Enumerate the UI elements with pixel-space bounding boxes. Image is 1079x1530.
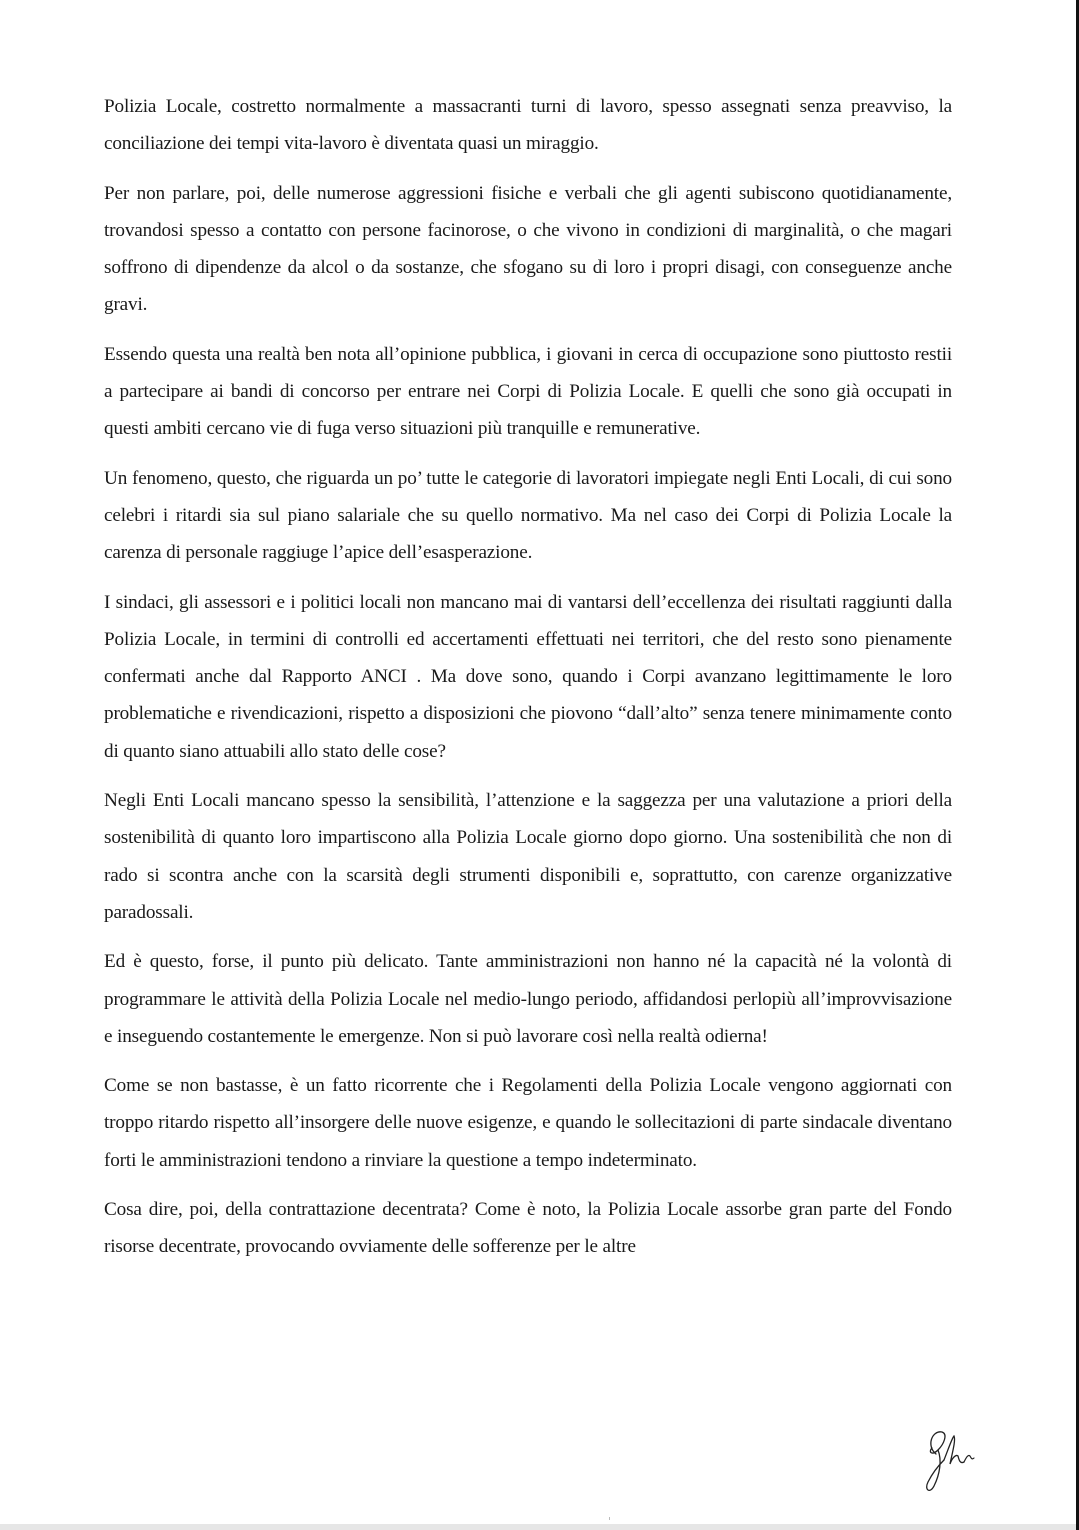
paragraph-3: Essendo questa una realtà ben nota all’opinione pubblica, i giovani in cerca di occupazione sono piuttosto restii a partecipare ai bandi di concorso per entrare nei Corpi di Polizia Locale. E quelli che sono già occupati in questi ambiti cercano vie di fuga verso situazioni più tranquille e remunerative. [104,343,952,440]
paragraph-1: Polizia Locale, costretto normalmente a massacranti turni di lavoro, spesso assegnati senza preavviso, la conciliazione dei tempi vita-lavoro è diventata quasi un miraggio. [104,96,952,155]
scan-artifact [609,1517,610,1520]
paragraph-2: Per non parlare, poi, delle numerose aggressioni fisiche e verbali che gli agenti subiscono quotidianamente, trovandosi spesso a contatto con persone facinorose, o che vivono in condizioni di marginalità, o che magari soffrono di dipendenze da alcol o da sostanze, che sfogano su di loro i propri disagi, con conseguenze anche gravi. [104,182,952,316]
paragraph-7: Ed è questo, forse, il punto più delicato. Tante amministrazioni non hanno né la capacità né la volontà di programmare le attività della Polizia Locale nel medio-lungo periodo, affidandosi perlopiù all’improvvisazione e inseguendo costantemente le emergenze. Non si può lavorare così nella realtà odierna! [104,951,952,1047]
paragraph-6: Negli Enti Locali mancano spesso la sensibilità, l’attenzione e la saggezza per una valutazione a priori della sostenibilità di quanto loro impartiscono alla Polizia Locale giorno dopo giorno. Una sostenibilità che non di rado si scontra anche con la scarsità degli strumenti disponibili e, soprattutto, con carenze organizzative paradossali. [104,790,952,923]
paragraph-9: Cosa dire, poi, della contrattazione decentrata? Come è noto, la Polizia Locale assorbe gran parte del Fondo risorse decentrate, provocando ovviamente delle sofferenze per le altre [104,1199,952,1258]
page-bottom-margin [0,1524,1076,1530]
paragraph-5: I sindaci, gli assessori e i politici locali non mancano mai di vantarsi dell’eccellenza dei risultati raggiunti dalla Polizia Locale, in termini di controlli ed accertamenti effettuati nei territori, che del resto sono pienamente confermati anche dal Rapporto ANCI . Ma dove sono, quando i Corpi avanzano legittimamente le loro problematiche e rivendicazioni, rispetto a disposizioni che piovono “dall’alto” senza tenere minimamente conto di quanto siano attuabili allo stato delle cose? [104,591,952,762]
paragraph-4: Un fenomeno, questo, che riguarda un po’ tutte le categorie di lavoratori impiegate negli Enti Locali, di cui sono celebri i ritardi sia sul piano salariale che su quello normativo. Ma nel caso dei Corpi di Polizia Locale la carenza di personale raggiuge l’apice dell’esasperazione. [104,467,952,564]
handwritten-signature-icon [918,1426,978,1496]
paragraph-8: Come se non bastasse, è un fatto ricorrente che i Regolamenti della Polizia Locale vengono aggiornati con troppo ritardo rispetto all’insorgere delle nuove esigenze, e quando le sollecitazioni di parte sindacale diventano forti le amministrazioni tendono a rinviare la questione a tempo indeterminato. [104,1075,952,1171]
document-body [104,88,952,1278]
